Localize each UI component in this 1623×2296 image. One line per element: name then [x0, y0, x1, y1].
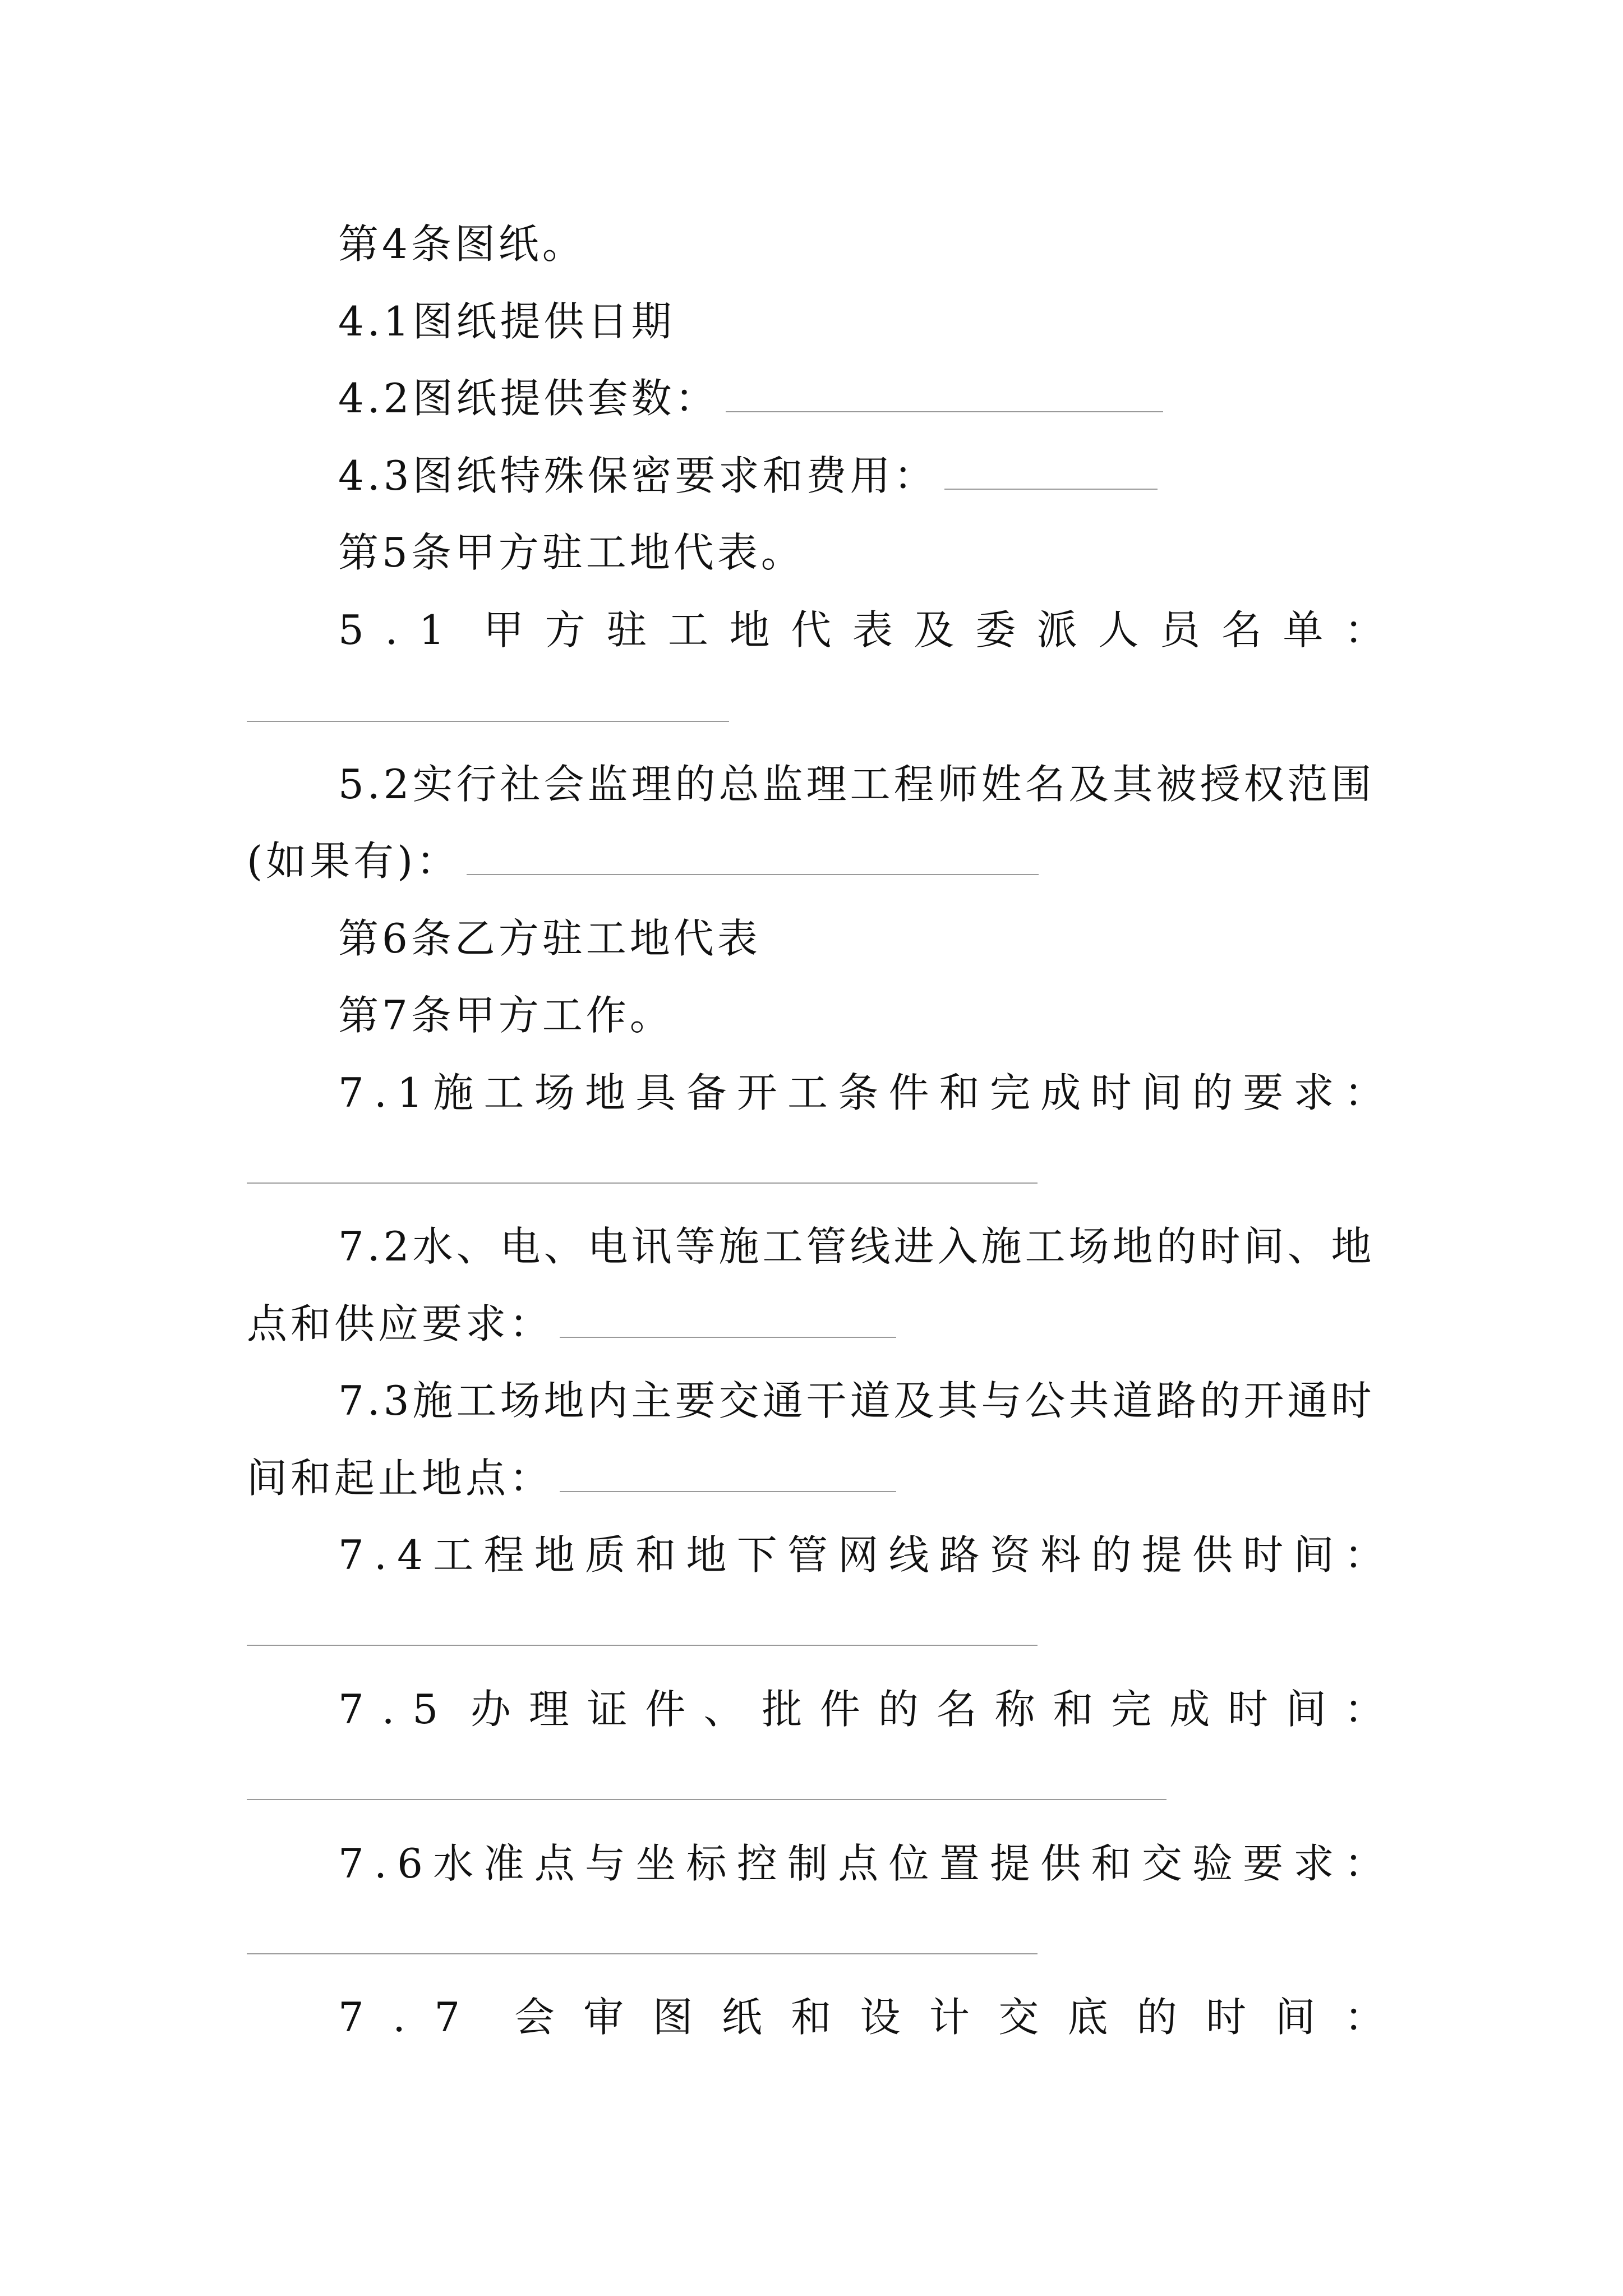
clause-7-7-text-char: 7 [434, 1994, 464, 2041]
clause-7-1-text-char: 工 [483, 1069, 528, 1116]
clause-7-6-text-char: 验 [1192, 1840, 1236, 1887]
clause-5-2-text-2: (如果有)： [247, 838, 460, 885]
clause-7-4-text-char: 网 [838, 1531, 882, 1579]
clause-7-5-text-char: 称 [994, 1686, 1039, 1733]
clause-7-6-text-char: 要 [1243, 1840, 1287, 1887]
clause-7-6-text-char: 提 [989, 1840, 1034, 1887]
clause-5-2-text-1: 5.2实行社会监理的总监理工程师姓名及其被授权范围 [338, 761, 1375, 808]
clause-7-1-text-char: 具 [635, 1069, 680, 1116]
clause-5-1-text-char: 表 [852, 606, 896, 654]
clause-7-6-text-char: 和 [1091, 1840, 1135, 1887]
clause-7-1-text-char: 场 [534, 1069, 578, 1116]
clause-7-6-text-char: 点 [534, 1840, 578, 1887]
clause-7-7 [338, 1989, 1388, 2045]
clause-7-1-text-char: 7 [338, 1069, 367, 1116]
clause-7-4-text-char: 和 [635, 1531, 680, 1579]
clause-7-1 [338, 1065, 1388, 1121]
clause-7-5-text-char: 的 [878, 1686, 922, 1733]
clause-4-1 [338, 293, 675, 349]
clause-7-2-line1 [338, 1218, 1375, 1274]
clause-7-5-blank[interactable] [247, 1799, 1166, 1800]
clause-7-6-text-char: 与 [584, 1840, 629, 1887]
clause-7-7-text-char: 计 [929, 1994, 973, 2041]
clause-7-7-text-char: 底 [1067, 1994, 1112, 2041]
clause-7-4-text-char: 提 [1141, 1531, 1186, 1579]
clause-5-1-text-char: . [385, 606, 402, 654]
clause-7-4-text-char: 线 [888, 1531, 933, 1579]
clause-7-4-text-char: 地 [534, 1531, 578, 1579]
clause-7-1-text-char: 工 [787, 1069, 831, 1116]
clause-7-4-text-char: 时 [1243, 1531, 1287, 1579]
clause-7-1-text-char: 成 [1040, 1069, 1085, 1116]
clause-5-1 [338, 602, 1388, 658]
clause-7-7-text-char: 时 [1206, 1994, 1250, 2041]
clause-7-1-text-char: . [374, 1069, 390, 1116]
clause-7-4-text-char: 管 [787, 1531, 831, 1579]
clause-7-7-text-char: . [393, 1994, 409, 2041]
clause-7-4-text-char: 资 [989, 1531, 1034, 1579]
clause-7-7-text-char: 交 [998, 1994, 1043, 2041]
clause-7-3-text-1: 7.3施工场地内主要交通干道及其与公共道路的开通时 [338, 1377, 1375, 1424]
clause-5-1-text-char: ： [1344, 606, 1388, 654]
clause-7-1-text-char: 的 [1192, 1069, 1236, 1116]
clause-7-2-text-2: 点和供应要求： [247, 1300, 554, 1347]
clause-7-1-text-char: 施 [433, 1069, 477, 1116]
clause-7-4-text-char: 路 [939, 1531, 983, 1579]
clause-5-1-text-char: 驻 [606, 606, 651, 654]
clause-7-7-text-char: 会 [514, 1994, 558, 2041]
clause-4-3-blank[interactable] [944, 455, 1158, 490]
article-7-heading [338, 987, 674, 1043]
clause-5-1-text-char: 1 [418, 606, 448, 654]
clause-7-6-text-char: 坐 [635, 1840, 680, 1887]
clause-7-5-text-char: . [381, 1686, 398, 1733]
clause-7-4-text-char: 7 [338, 1531, 367, 1579]
clause-7-7-text-char: 间 [1275, 1994, 1319, 2041]
clause-7-7-text-char: 图 [652, 1994, 697, 2041]
clause-7-6-blank[interactable] [247, 1953, 1038, 1954]
clause-4-3 [338, 448, 1158, 504]
clause-7-1-text-char: 件 [888, 1069, 933, 1116]
clause-7-5-text-char: 证 [587, 1686, 631, 1733]
clause-7-5-text-char: 理 [528, 1686, 573, 1733]
clause-7-6-text-char: 求 [1293, 1840, 1338, 1887]
clause-7-1-text-char: 时 [1091, 1069, 1135, 1116]
clause-7-5-text-char: 和 [1053, 1686, 1097, 1733]
clause-7-7-text-char: 纸 [721, 1994, 766, 2041]
clause-7-3-line1 [338, 1373, 1375, 1429]
clause-7-7-text-char: ： [1344, 1994, 1388, 2041]
article-6-heading-text: 第6条乙方驻工地代表 [338, 915, 761, 962]
clause-7-5-text-char: 完 [1111, 1686, 1155, 1733]
clause-7-1-text-char: 完 [989, 1069, 1034, 1116]
clause-7-4-text-char: . [374, 1531, 390, 1579]
article-6-heading [338, 910, 761, 967]
clause-7-2-text-1: 7.2水、电、电讯等施工管线进入施工场地的时间、地 [338, 1223, 1375, 1270]
clause-5-1-text-char: 工 [667, 606, 712, 654]
clause-5-1-text-char: 方 [545, 606, 589, 654]
clause-7-6-text-char: 6 [397, 1840, 426, 1887]
clause-7-5-text-char: 7 [338, 1686, 367, 1733]
clause-7-4-text-char: 供 [1192, 1531, 1236, 1579]
clause-7-3-blank[interactable] [560, 1457, 896, 1492]
clause-7-6-text-char: 位 [888, 1840, 933, 1887]
clause-7-6-text-char: 点 [838, 1840, 882, 1887]
clause-7-1-text-char: ： [1344, 1069, 1388, 1116]
clause-7-5-text-char: 5 [412, 1686, 442, 1733]
clause-7-6-text-char: . [374, 1840, 390, 1887]
clause-7-1-text-char: 间 [1141, 1069, 1186, 1116]
clause-7-7-text-char: 审 [583, 1994, 628, 2041]
clause-7-5-text-char: 名 [936, 1686, 980, 1733]
clause-7-6 [338, 1835, 1388, 1892]
article-4-heading-text: 第4条图纸。 [338, 220, 586, 268]
clause-7-5-text-char: 时 [1228, 1686, 1272, 1733]
clause-7-7-text-char: 7 [338, 1994, 367, 2041]
clause-7-3-text-2: 间和起止地点： [247, 1455, 554, 1502]
clause-7-4-text-char: 地 [686, 1531, 730, 1579]
clause-7-6-text-char: ： [1344, 1840, 1388, 1887]
clause-7-1-text-char: 和 [939, 1069, 983, 1116]
clause-7-6-text-char: 准 [483, 1840, 528, 1887]
clause-7-6-text-char: 水 [433, 1840, 477, 1887]
clause-4-2-text: 4.2图纸提供套数： [338, 375, 719, 422]
clause-5-1-text-char: 委 [975, 606, 1020, 654]
clause-7-5-text-char: 件 [645, 1686, 689, 1733]
clause-4-2-blank[interactable] [726, 378, 1163, 412]
clause-7-6-text-char: 供 [1040, 1840, 1085, 1887]
article-7-heading-text: 第7条甲方工作。 [338, 992, 674, 1039]
clause-5-1-text-char: 及 [914, 606, 958, 654]
clause-7-6-text-char: 7 [338, 1840, 367, 1887]
clause-7-4-text-char: 质 [584, 1531, 629, 1579]
clause-7-4-text-char: 下 [736, 1531, 781, 1579]
clause-7-7-text-char: 和 [791, 1994, 835, 2041]
clause-5-1-text-char: 代 [791, 606, 835, 654]
clause-7-5-text-char: 批 [762, 1686, 806, 1733]
clause-7-7-text-char: 的 [1136, 1994, 1181, 2041]
clause-7-1-text-char: 备 [686, 1069, 730, 1116]
clause-7-4-text-char: 间 [1293, 1531, 1338, 1579]
clause-5-1-text-char: 派 [1036, 606, 1081, 654]
clause-7-5-text-char: 办 [470, 1686, 514, 1733]
clause-4-1-text: 4.1图纸提供日期 [338, 298, 675, 345]
clause-7-1-text-char: 求 [1293, 1069, 1338, 1116]
clause-7-5-text-char: 成 [1169, 1686, 1214, 1733]
clause-7-6-text-char: 控 [736, 1840, 781, 1887]
clause-7-5-text-char: 、 [703, 1686, 748, 1733]
clause-7-4-text-char: 工 [433, 1531, 477, 1579]
clause-5-2-line2 [247, 833, 1039, 889]
clause-7-2-line2 [247, 1296, 896, 1352]
clause-7-4-text-char: ： [1344, 1531, 1388, 1579]
clause-7-1-text-char: 1 [397, 1069, 426, 1116]
clause-7-4 [338, 1527, 1388, 1583]
clause-7-6-text-char: 置 [939, 1840, 983, 1887]
clause-7-7-text-char: 设 [860, 1994, 904, 2041]
clause-5-2-blank[interactable] [467, 840, 1039, 875]
clause-7-5-text-char: 件 [820, 1686, 864, 1733]
clause-7-1-text-char: 开 [736, 1069, 781, 1116]
clause-7-4-text-char: 程 [483, 1531, 528, 1579]
clause-7-1-text-char: 要 [1243, 1069, 1287, 1116]
clause-4-3-text: 4.3图纸特殊保密要求和费用： [338, 452, 938, 499]
article-5-heading-text: 第5条甲方驻工地代表。 [338, 529, 805, 576]
clause-7-5-text-char: ： [1344, 1686, 1388, 1733]
article-5-heading [338, 524, 805, 581]
clause-5-1-text-char: 地 [729, 606, 773, 654]
clause-7-4-text-char: 料 [1040, 1531, 1085, 1579]
clause-4-2 [338, 370, 1163, 426]
clause-5-1-text-char: 人 [1098, 606, 1142, 654]
clause-5-1-text-char: 5 [338, 606, 367, 654]
article-4-heading [338, 216, 586, 272]
clause-7-1-text-char: 条 [838, 1069, 882, 1116]
clause-7-6-text-char: 标 [686, 1840, 730, 1887]
clause-7-4-blank[interactable] [247, 1645, 1038, 1646]
clause-5-1-text-char: 名 [1221, 606, 1265, 654]
clause-7-5 [338, 1681, 1388, 1737]
clause-7-1-blank[interactable] [247, 1182, 1038, 1184]
clause-7-3-line2 [247, 1450, 896, 1506]
clause-7-6-text-char: 制 [787, 1840, 831, 1887]
clause-5-1-text-char: 员 [1160, 606, 1204, 654]
clause-7-4-text-char: 4 [397, 1531, 426, 1579]
clause-5-1-text-char: 甲 [483, 606, 528, 654]
clause-5-1-blank[interactable] [247, 721, 729, 722]
clause-7-6-text-char: 交 [1141, 1840, 1186, 1887]
clause-7-2-blank[interactable] [560, 1303, 896, 1338]
clause-7-5-text-char: 间 [1285, 1686, 1330, 1733]
clause-5-2-line1 [338, 756, 1375, 812]
clause-7-1-text-char: 地 [584, 1069, 629, 1116]
clause-7-4-text-char: 的 [1091, 1531, 1135, 1579]
clause-5-1-text-char: 单 [1283, 606, 1327, 654]
